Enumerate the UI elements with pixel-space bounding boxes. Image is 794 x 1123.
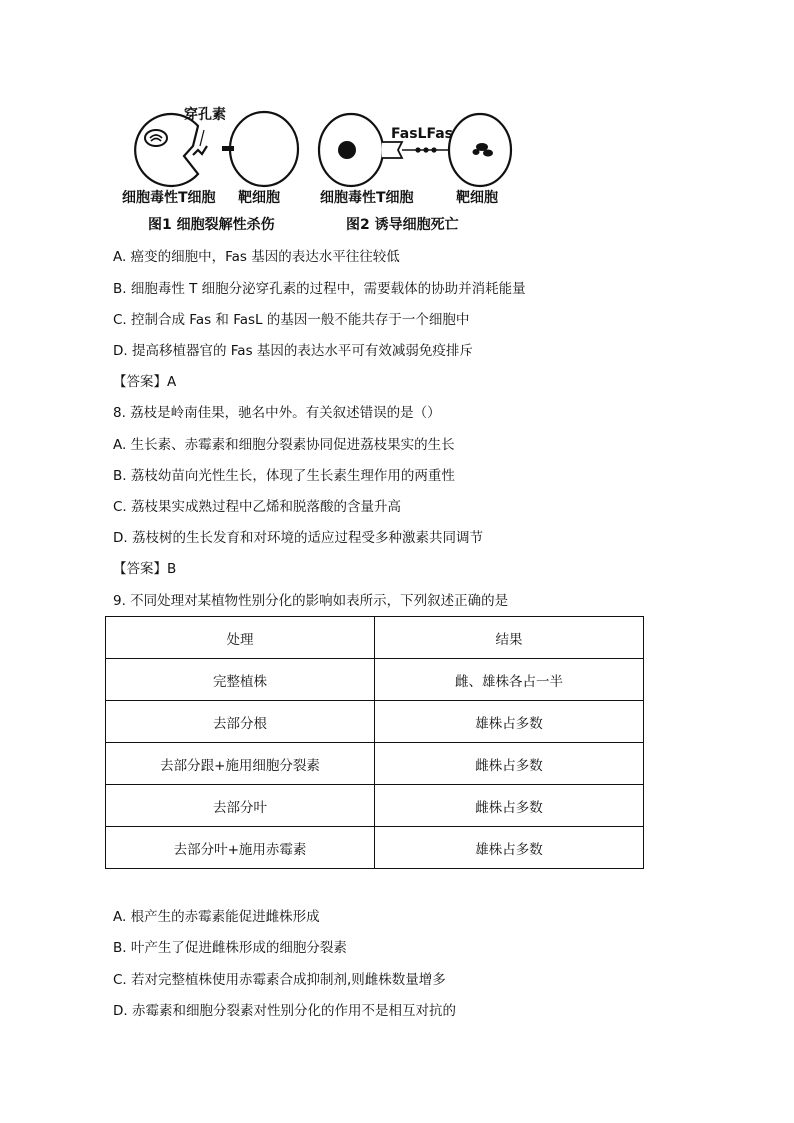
- table-header-row: [106, 617, 644, 659]
- table-cell: 雄株占多数: [375, 827, 644, 869]
- q7-option-c: C. 控制合成 Fas 和 FasL 的基因一般不能共存于一个细胞中: [113, 312, 470, 328]
- table-cell: 雌株占多数: [375, 785, 644, 827]
- table-cell: 完整植株: [106, 659, 375, 701]
- q7-option-b: B. 细胞毒性 T 细胞分泌穿孔素的过程中，需要载体的协助并消耗能量: [113, 281, 526, 297]
- q8-stem: 8. 荔枝是岭南佳果，驰名中外。有关叙述错误的是（）: [113, 405, 441, 421]
- cell-diagram: [118, 96, 513, 238]
- table-cell: 雄株占多数: [375, 701, 644, 743]
- q8-option-b: B. 荔枝幼苗向光性生长，体现了生长素生理作用的两重性: [113, 468, 455, 484]
- table-cell: 去部分根: [106, 701, 375, 743]
- fig2-target-fragment: [473, 149, 480, 155]
- q9-option-c: C. 若对完整植株使用赤霉素合成抑制剂,则雌株数量增多: [113, 972, 446, 988]
- fas-dot: [415, 147, 420, 152]
- fas-dot: [431, 147, 436, 152]
- perforin-strand: [193, 146, 207, 155]
- perforin-label: 穿孔素: [184, 107, 226, 123]
- q7-option-d: D. 提高移植器官的 Fas 基因的表达水平可有效减弱免疫排斥: [113, 343, 473, 359]
- table-row: [106, 785, 644, 827]
- fig1-right-cell-label: 靶细胞: [238, 190, 280, 206]
- cell-killing-figure: [118, 96, 513, 238]
- fig1-t-cell: [135, 114, 198, 186]
- table-cell: 雌、雄株各占一半: [375, 659, 644, 701]
- table-cell: 去部分跟+施用细胞分裂素: [106, 743, 375, 785]
- q9-option-b: B. 叶产生了促进雌株形成的细胞分裂素: [113, 940, 347, 956]
- q8-option-c: C. 荔枝果实成熟过程中乙烯和脱落酸的含量升高: [113, 499, 402, 515]
- fasl-receptor: [382, 142, 402, 158]
- q9-stem: 9. 不同处理对某植物性别分化的影响如表所示，下列叙述正确的是: [113, 593, 509, 609]
- table-row: [106, 701, 644, 743]
- q9-option-a: A. 根产生的赤霉素能促进雌株形成: [113, 909, 320, 925]
- table-row: [106, 827, 644, 869]
- table-header-cell: 处理: [106, 617, 375, 659]
- fas-label: FasLFas: [391, 126, 453, 142]
- q7-option-a: A. 癌变的细胞中，Fas 基因的表达水平往往较低: [113, 249, 400, 265]
- fig1-target-cell: [230, 112, 298, 186]
- q8-option-d: D. 荔枝树的生长发育和对环境的适应过程受多种激素共同调节: [113, 530, 483, 546]
- fas-dot: [423, 147, 428, 152]
- table-cell: 去部分叶+施用赤霉素: [106, 827, 375, 869]
- fig2-target-fragment: [483, 150, 493, 157]
- perforin-pore: [222, 146, 234, 151]
- treatment-table: [105, 616, 644, 869]
- fig2-t-cell-nucleus: [338, 141, 356, 159]
- fig2-right-cell-label: 靶细胞: [456, 190, 498, 206]
- table-header-cell: 结果: [375, 617, 644, 659]
- q7-answer: 【答案】A: [113, 374, 177, 390]
- q8-answer: 【答案】B: [113, 561, 177, 577]
- table-row: [106, 743, 644, 785]
- table-row: [106, 659, 644, 701]
- table-cell: 去部分叶: [106, 785, 375, 827]
- fig2-caption: 图2 诱导细胞死亡: [346, 217, 459, 233]
- fig1-left-cell-label: 细胞毒性T细胞: [122, 190, 216, 206]
- table-cell: 雌株占多数: [375, 743, 644, 785]
- fig2-left-cell-label: 细胞毒性T细胞: [320, 190, 414, 206]
- q8-option-a: A. 生长素、赤霉素和细胞分裂素协同促进荔枝果实的生长: [113, 437, 455, 453]
- fig1-caption: 图1 细胞裂解性杀伤: [148, 217, 275, 233]
- q9-option-d: D. 赤霉素和细胞分裂素对性别分化的作用不是相互对抗的: [113, 1003, 456, 1019]
